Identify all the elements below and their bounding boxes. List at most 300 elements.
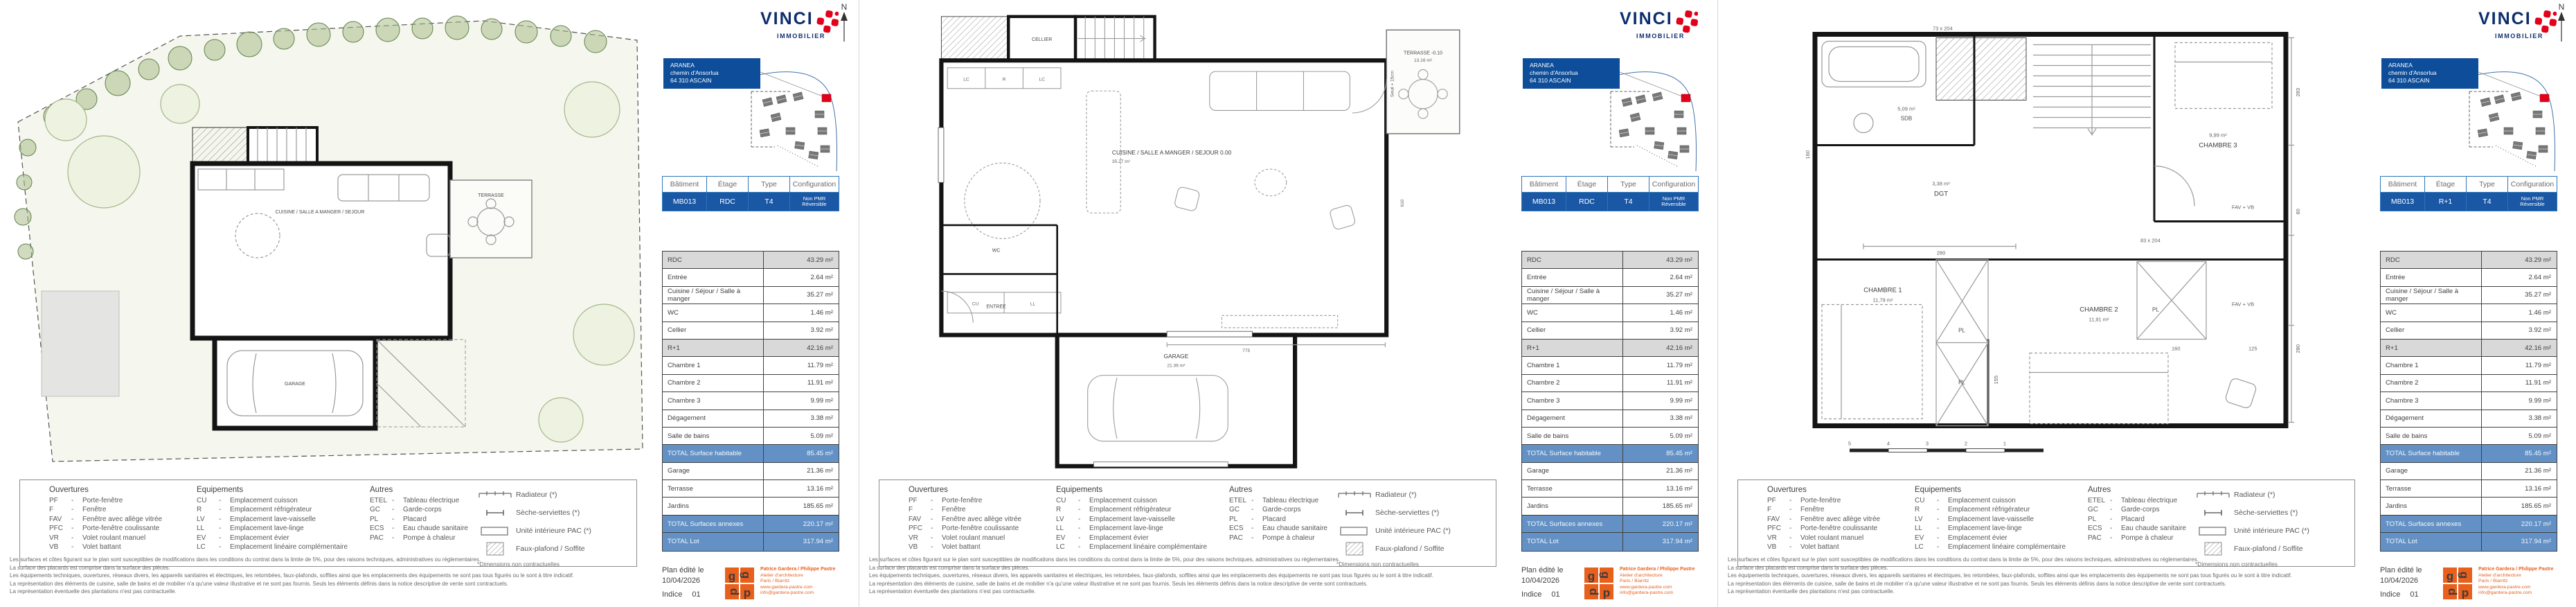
legend-code: FAV: [1767, 515, 1780, 523]
surface-row: [663, 533, 839, 550]
surface-label: Entrée: [1522, 269, 1623, 285]
legend-item: [909, 543, 1021, 552]
legend-item: [1767, 534, 1880, 543]
terrasse-area: 13.16 m²: [1413, 58, 1433, 64]
legend-dash: -: [1789, 506, 1792, 514]
cell-type: T4: [1608, 193, 1649, 211]
legend-label: Emplacement linéaire complémentaire: [1948, 543, 2066, 552]
plan-drawing-area: [1725, 6, 2369, 475]
surface-row: [1522, 304, 1698, 322]
legend-autres: [370, 486, 468, 543]
plan-sheet-panel: [1717, 0, 2576, 607]
radiator-icon: [1336, 489, 1375, 500]
legend-item: [1915, 515, 2066, 524]
disclaimer-line: Les surfaces et côtes figurant sur le plan sont susceptibles de modifications dans les conditions du contrat dans la limite de 5%, pour des raisons techniques, administratives ou réglementaires.: [869, 556, 1340, 563]
symbol-label: Radiateur (*): [516, 491, 557, 499]
legend-code: LL: [197, 525, 205, 533]
legend-symbol-row: [1336, 504, 1489, 522]
legend-item: [1915, 543, 2066, 552]
main-room: [941, 60, 1386, 335]
legend-item: [909, 534, 1021, 543]
project-address-box: [2381, 58, 2478, 89]
legend-code: PAC: [370, 534, 384, 542]
legend-symbol-row: [477, 486, 629, 504]
architect-line: Atelier d'architecture: [760, 572, 803, 578]
legend-dash: -: [392, 515, 395, 523]
project-city: 64 310 ASCAIN: [670, 77, 712, 84]
pac-unit-icon: [2195, 525, 2234, 536]
surface-row: [1522, 269, 1698, 286]
legend-label: Pompe à chaleur: [2121, 534, 2174, 542]
surface-row: [663, 498, 839, 515]
soffit-icon: [477, 542, 516, 556]
legend-dash: -: [219, 506, 222, 514]
surface-label: RDC: [2381, 252, 2482, 268]
dim-160: 160: [2172, 345, 2181, 352]
site-location-map: [2468, 64, 2559, 175]
legend-code: LL: [1056, 525, 1064, 533]
soffit-icon: [2195, 542, 2234, 556]
cell-configuration: [2508, 193, 2557, 211]
legend-code: CU: [197, 497, 207, 504]
sidebar: [656, 0, 850, 607]
legend-label: Fenêtre avec allège vitrée: [82, 515, 163, 523]
legend-symbol-row: [2195, 504, 2347, 522]
legend-label: Garde-corps: [2121, 506, 2160, 514]
indice: [2380, 590, 2429, 599]
symbol-label: Radiateur (*): [1375, 491, 1417, 499]
surface-label: Chambre 3: [2381, 392, 2482, 409]
architect-names: Patrice Gardera / Philippe Pastre: [2478, 567, 2554, 572]
surface-label: Terrasse: [2381, 480, 2482, 497]
site-houses: [1619, 92, 1689, 159]
legend-code: PAC: [1229, 534, 1243, 542]
legend-label: Fenêtre: [1800, 506, 1825, 514]
project-name: ARANEA: [670, 62, 695, 69]
surface-label: Chambre 2: [2381, 375, 2482, 392]
surface-value: 9.99 m²: [810, 396, 833, 405]
towel-rail-icon: [2195, 507, 2234, 518]
surface-label: Cuisine / Séjour / Salle à manger: [2381, 287, 2482, 304]
surface-value: 1.46 m²: [810, 308, 833, 317]
architect-logo: [1584, 567, 1614, 600]
vinci-logo: [1620, 10, 1710, 39]
legend-label: Volet roulant manuel: [1800, 534, 1864, 542]
legend-label: Emplacement lave-vaisselle: [1948, 515, 2034, 523]
surface-label: WC: [2381, 304, 2482, 321]
vinci-logo: [2478, 10, 2568, 39]
surface-row: [2381, 304, 2557, 322]
surface-value: 2.64 m²: [2528, 274, 2551, 282]
header-etage: Étage: [707, 177, 749, 192]
legend-dash: -: [931, 534, 933, 542]
room-label-garage: GARAGE: [1163, 352, 1189, 360]
svg-text:p: p: [1586, 588, 1599, 596]
legend-label: Eau chaude sanitaire: [1262, 525, 1327, 533]
cell-batiment: MB013: [663, 193, 707, 211]
surface-value: 43.29 m²: [2525, 256, 2551, 264]
header-configuration: Configuration: [1652, 180, 1696, 188]
header-batiment: Bâtiment: [663, 177, 707, 192]
surface-label: TOTAL Surface habitable: [663, 445, 764, 461]
config-line1: Non PMR: [2521, 195, 2544, 202]
surface-label: Chambre 2: [663, 375, 764, 392]
plan-edited: [662, 565, 704, 586]
surface-label: TOTAL Lot: [1522, 533, 1623, 550]
legend-item: [1767, 524, 1880, 533]
indice-label: Indice: [2380, 590, 2401, 599]
highlighted-lot: [2540, 94, 2549, 102]
disclaimer-line: Les équipements techniques, ouvertures, réseaux divers, les appareils sanitaires et électriques, les retombées, faux-plafonds, soffites ainsi que les emplacements des équipements ne sont pas tous figurés ou le sont à titre indicatif.: [10, 572, 574, 579]
project-street: chemin d'Ansorlua: [2388, 69, 2437, 76]
legend-dash: -: [1251, 534, 1254, 542]
legend-label: Emplacement évier: [1948, 534, 2007, 542]
legend-code: EV: [197, 534, 206, 542]
room-label-ch1: CHAMBRE 1: [1863, 286, 1902, 294]
plan-edited: [1521, 565, 1564, 586]
legend-dash: -: [219, 497, 222, 504]
legend-code: LL: [1915, 525, 1923, 533]
surface-label: Entrée: [663, 269, 764, 285]
legend-dash: -: [1251, 506, 1254, 514]
surface-value: 35.27 m²: [1666, 291, 1692, 299]
surface-label: Chambre 1: [1522, 357, 1623, 373]
surface-value: 42.16 m²: [1666, 344, 1692, 352]
svg-text:p: p: [743, 586, 751, 599]
legend-label: Fenêtre: [942, 506, 966, 514]
surface-label: Cellier: [663, 322, 764, 339]
legend-label: Fenêtre avec allège vitrée: [1800, 515, 1881, 523]
legend-code: R: [1056, 506, 1062, 514]
legend-box: [879, 480, 1496, 567]
plan-sheet-panel: [859, 0, 1717, 607]
disclaimer-line: La surface des placards est comprise dans la surface des pièces.: [1728, 564, 1888, 571]
ch2-area: 11,91 m²: [2088, 316, 2109, 323]
disclaimer: [869, 556, 1513, 596]
surface-row: [2381, 498, 2557, 515]
surface-value: 317.94 m²: [2521, 538, 2551, 546]
surface-row: [663, 340, 839, 357]
surface-row: [2381, 269, 2557, 286]
radiator-icon: [2195, 489, 2234, 500]
legend-item: [370, 496, 468, 505]
surface-value: 185.65 m²: [803, 502, 833, 511]
legend-dash: -: [71, 525, 74, 533]
architect-line: Atelier d'architecture: [1620, 572, 1663, 578]
room-label-ch2: CHAMBRE 2: [2079, 306, 2118, 314]
architect-line: Paris / Biarritz: [760, 579, 790, 584]
legend-code: LV: [1915, 515, 1923, 523]
scale-4: 4: [1886, 440, 1890, 447]
room-label-garage: GARAGE: [285, 382, 305, 387]
floor-plan-rdc: [866, 6, 1510, 475]
surface-value: 220.17 m²: [803, 520, 833, 528]
legend-code: ECS: [370, 525, 384, 533]
pac-unit-icon: [1336, 525, 1375, 536]
surface-label: Salle de bains: [663, 428, 764, 444]
legend-code: CU: [1915, 497, 1925, 504]
surface-row: [2381, 252, 2557, 269]
surface-label: TOTAL Surfaces annexes: [2381, 516, 2482, 532]
legend-title: Ouvertures: [49, 486, 89, 494]
surface-value: 5.09 m²: [810, 432, 833, 440]
legend-item: [1767, 505, 1880, 514]
surface-label: TOTAL Lot: [2381, 533, 2482, 550]
surface-label: Jardins: [1522, 498, 1623, 514]
legend-label: Emplacement cuisson: [1948, 497, 2016, 504]
legend-item: [1056, 505, 1207, 514]
legend-item: [197, 524, 348, 533]
disclaimer-line: La représentation des éléments de cuisine, salle de bains et de mobilier n'a qu'une valeur illustrative et ne sont pas fournis. Seuls les éléments définis dans la notice descriptive de vente sont contractuels.: [10, 580, 508, 587]
surface-row: [663, 516, 839, 533]
edited-date: 10/04/2026: [662, 577, 701, 585]
surface-row: [663, 252, 839, 269]
legend-code: EV: [1056, 534, 1066, 542]
legend-symbol-row: [2195, 522, 2347, 540]
legend-code: F: [49, 506, 54, 514]
surface-label: Chambre 1: [2381, 357, 2482, 373]
unit-info-table: [662, 176, 839, 211]
surface-value: 185.65 m²: [1662, 502, 1692, 511]
legend-label: Garde-corps: [403, 506, 442, 514]
surface-row: [663, 463, 839, 480]
legend-item: [1229, 515, 1327, 524]
surface-value: 85.45 m²: [1666, 449, 1692, 457]
project-name: ARANEA: [1530, 62, 1554, 69]
legend-item: [1229, 505, 1327, 514]
legend-label: Emplacement cuisson: [1089, 497, 1157, 504]
symbol-label: Unité intérieure PAC (*): [2234, 527, 2309, 535]
legend-code: VR: [49, 534, 59, 542]
legend-symbol-row: [477, 522, 629, 540]
legend-dash: -: [71, 515, 74, 523]
legend-label: Pompe à chaleur: [1262, 534, 1315, 542]
indice: [662, 590, 710, 599]
surface-value: 43.29 m²: [807, 256, 833, 264]
surface-value: 9.99 m²: [1670, 396, 1692, 405]
legend-label: Placard: [403, 515, 427, 523]
legend-item: [49, 496, 162, 505]
surface-value: 21.36 m²: [807, 467, 833, 475]
surface-label: Salle de bains: [2381, 428, 2482, 444]
legend-box: [1737, 480, 2355, 567]
vinci-wordmark: VINCI: [1620, 9, 1673, 28]
legend-label: Eau chaude sanitaire: [403, 525, 468, 533]
surface-label: TOTAL Surface habitable: [2381, 445, 2482, 461]
dgt-area: 3,38 m²: [1932, 180, 1950, 187]
scale-2: 2: [1964, 440, 1968, 447]
config-line2: Réversible: [802, 201, 827, 207]
architect-line: www.gardera-pastre.com: [760, 584, 813, 590]
surface-row: [1522, 498, 1698, 515]
radiator-icon: [477, 489, 516, 500]
legend-label: Emplacement lave-linge: [230, 525, 304, 533]
surface-value: 317.94 m²: [803, 538, 833, 546]
legend-label: Tableau électrique: [403, 497, 460, 504]
architect-line: info@gardera-pastre.com: [1620, 590, 1674, 596]
ch3-area: 9,99 m²: [2209, 132, 2227, 139]
disclaimer-line: Les équipements techniques, ouvertures, réseaux divers, les appareils sanitaires et électriques, les retombées, faux-plafonds, soffites ainsi que les emplacements des équipements ne sont pas tous figurés ou le sont à titre indicatif.: [869, 572, 1433, 579]
architect-line: Atelier d'architecture: [2478, 572, 2521, 578]
fav-vb-2: FAV + VB: [2231, 301, 2255, 308]
surface-label: Chambre 1: [663, 357, 764, 373]
window-2: [938, 127, 944, 182]
surface-value: 5.09 m²: [2528, 432, 2551, 440]
surface-row: [1522, 533, 1698, 550]
surface-value: 13.16 m²: [1666, 484, 1692, 493]
legend-item: [197, 496, 348, 505]
legend-label: Emplacement réfrigérateur: [1089, 506, 1172, 514]
surface-label: WC: [663, 304, 764, 321]
surface-label: Garage: [663, 463, 764, 480]
surface-row: [1522, 480, 1698, 498]
surface-value: 1.46 m²: [1670, 308, 1692, 317]
vinci-division: IMMOBILIER: [777, 33, 825, 39]
surface-row: [663, 269, 839, 286]
legend-label: Porte-fenêtre coulissante: [82, 525, 160, 533]
surface-row: [1522, 287, 1698, 304]
legend-code: FAV: [49, 515, 62, 523]
scale-bar: [1848, 441, 2043, 452]
svg-text:g: g: [1587, 570, 1595, 583]
legend-dash: -: [1078, 506, 1081, 514]
config-line1: Non PMR: [1662, 195, 1685, 202]
surface-row: [663, 357, 839, 374]
legend-item: [370, 515, 468, 524]
legend-label: Emplacement lave-vaisselle: [230, 515, 316, 523]
disclaimer-line: Les surfaces et côtes figurant sur le plan sont susceptibles de modifications dans les conditions du contrat dans la limite de 5%, pour des raisons techniques, administratives ou réglementaires.: [1728, 556, 2199, 563]
legend-ouvertures: [49, 486, 162, 552]
legend-code: ECS: [2088, 525, 2102, 533]
svg-text:p: p: [2444, 588, 2458, 596]
floor-plan-r1: [1725, 6, 2369, 475]
surface-value: 13.16 m²: [807, 484, 833, 493]
surface-row: [2381, 445, 2557, 462]
legend-item: [197, 505, 348, 514]
surface-row: [1522, 410, 1698, 428]
surface-value: 220.17 m²: [2521, 520, 2551, 528]
surface-row: [663, 322, 839, 340]
surface-label: Chambre 2: [1522, 375, 1623, 392]
header-etage: Étage: [1566, 177, 1608, 192]
legend-dash: -: [2110, 506, 2113, 514]
edited-date: 10/04/2026: [1521, 577, 1560, 585]
legend-symbol-row: [477, 504, 629, 522]
legend-autres: [1229, 486, 1327, 543]
config-line1: Non PMR: [803, 195, 826, 202]
surface-label: Garage: [2381, 463, 2482, 480]
legend-dash: -: [219, 534, 222, 542]
cell-etage: R+1: [2425, 193, 2467, 211]
header-type: Type: [2467, 177, 2508, 192]
surface-value: 11.79 m²: [807, 362, 833, 370]
legend-code: CU: [1056, 497, 1066, 504]
cell-batiment: MB013: [1522, 193, 1566, 211]
surface-label: Entrée: [2381, 269, 2482, 285]
legend-label: Placard: [1262, 515, 1286, 523]
surface-value: 11.91 m²: [807, 379, 833, 387]
legend-item: [370, 505, 468, 514]
project-name: ARANEA: [2388, 62, 2413, 69]
disclaimer-line: La représentation des éléments de cuisine, salle de bains et de mobilier n'a qu'une valeur illustrative et ne sont pas fournis. Seuls les éléments définis dans la notice descriptive de vente sont contractuels.: [869, 580, 1368, 587]
vinci-mark-icon: [2534, 8, 2557, 33]
surface-row: [663, 375, 839, 392]
surface-table: [1521, 251, 1699, 552]
surface-row: [2381, 463, 2557, 480]
legend-label: Volet roulant manuel: [82, 534, 146, 542]
surface-value: 2.64 m²: [810, 274, 833, 282]
svg-text:g: g: [728, 570, 736, 583]
svg-text:p: p: [2461, 586, 2469, 599]
surface-row: [663, 480, 839, 498]
legend-dash: -: [392, 534, 395, 542]
window: [1167, 331, 1252, 337]
legend-label: Emplacement évier: [230, 534, 289, 542]
surface-value: 3.92 m²: [810, 326, 833, 335]
scale-1: 1: [2003, 440, 2007, 447]
room-label-terrasse: TERRASSE: [478, 193, 504, 198]
symbol-label: Faux-plafond / Soffite: [516, 545, 585, 553]
north-label: N: [2558, 2, 2565, 12]
room-label-wc: WC: [992, 248, 1001, 254]
surface-value: 35.27 m²: [2525, 291, 2551, 299]
legend-code: R: [197, 506, 202, 514]
legend-dash: -: [1078, 515, 1081, 523]
dim-73x204: 73 x 204: [1933, 25, 1953, 32]
legend-label: Volet battant: [82, 543, 121, 552]
surface-value: 85.45 m²: [807, 449, 833, 457]
legend-label: Tableau électrique: [2121, 497, 2178, 504]
surface-value: 35.27 m²: [807, 291, 833, 299]
surface-row: [2381, 480, 2557, 498]
plan-drawing-area: [866, 6, 1510, 475]
legend-item: [1056, 543, 1207, 552]
pl-label-2: PL: [1958, 379, 1965, 386]
dim-775: 775: [1242, 349, 1251, 354]
dim-line-right: [2289, 38, 2294, 423]
surface-row: [663, 445, 839, 462]
surface-value: 3.92 m²: [2528, 326, 2551, 335]
surface-value: 11.91 m²: [1666, 379, 1692, 387]
surface-row: [2381, 533, 2557, 550]
legend-dash: -: [219, 525, 222, 533]
pl-label-3: PL: [2152, 306, 2159, 313]
legend-title: Autres: [2088, 486, 2111, 494]
header-configuration: Configuration: [2510, 180, 2555, 188]
surface-label: TOTAL Lot: [663, 533, 764, 550]
unit-table-header: [663, 177, 839, 193]
indice-value: 01: [2410, 590, 2419, 599]
project-city: 64 310 ASCAIN: [1530, 77, 1571, 84]
svg-text:g: g: [2446, 570, 2454, 583]
legend-label: Garde-corps: [1262, 506, 1301, 514]
legend-item: [49, 534, 162, 543]
header-type: Type: [749, 177, 790, 192]
architect-names: Patrice Gardera / Philippe Pastre: [1620, 567, 1695, 572]
surface-row: [1522, 252, 1698, 269]
stair-void-hatch: [1936, 38, 2026, 100]
architect-line: info@gardera-pastre.com: [760, 590, 814, 596]
legend-label: Porte-fenêtre: [942, 497, 983, 504]
legend-label: Fenêtre avec allège vitrée: [942, 515, 1022, 523]
header-configuration: Configuration: [792, 180, 837, 188]
project-city: 64 310 ASCAIN: [2388, 77, 2430, 84]
surface-value: 11.79 m²: [2525, 362, 2551, 370]
legend-code: F: [909, 506, 913, 514]
disclaimer-line: La surface des placards est comprise dans la surface des pièces.: [10, 564, 170, 571]
highlighted-lot: [1681, 94, 1690, 102]
symbol-label: Sèche-serviettes (*): [2234, 509, 2298, 517]
